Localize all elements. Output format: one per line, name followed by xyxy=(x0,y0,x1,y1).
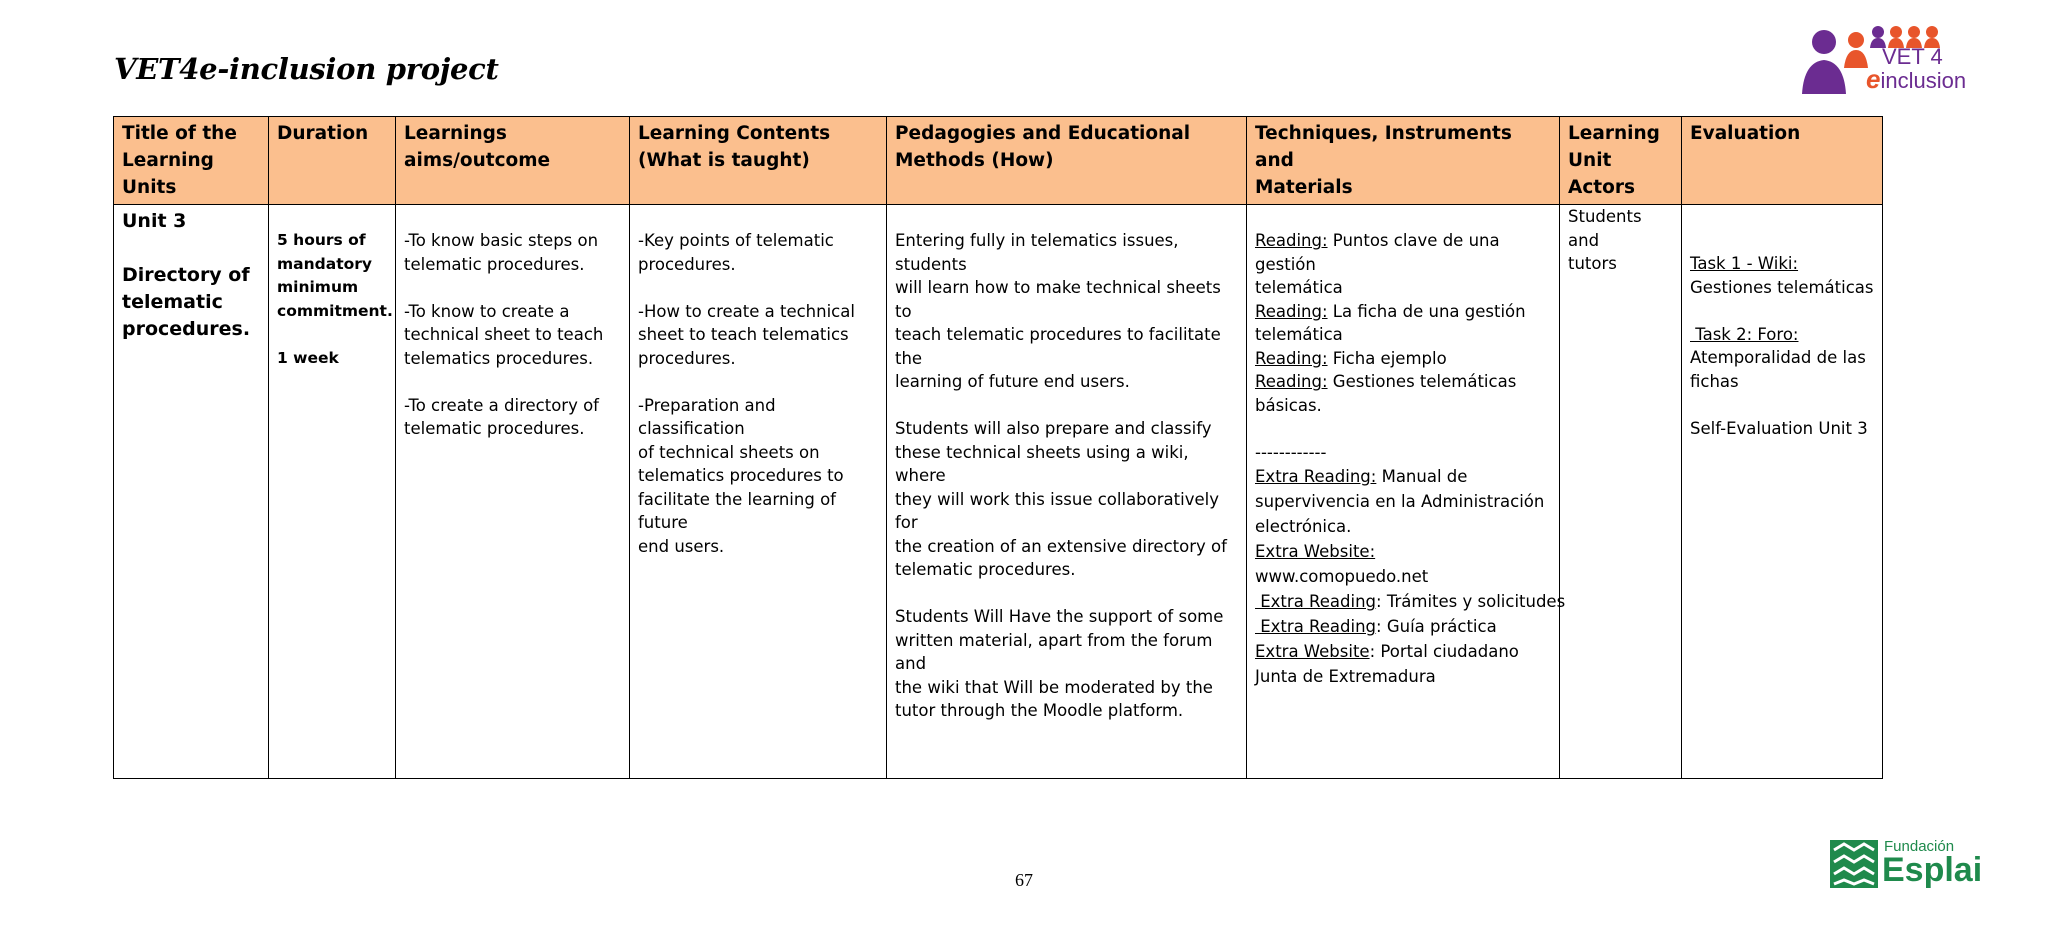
cell-pedagogies: Entering fully in telematics issues, students will learn how to make technical sheets to teach telematic procedures to facilitate the learning of future end users. Students will also prepare and classify these technical sheets using a wiki, where they will work this issue collaboratively for the creation of an extensive directory of telematic procedures. Students Will Have the support of some written material, apart from the forum and the wiki that Will be moderated by the tutor through the Moodle platform. xyxy=(887,205,1247,779)
logo-esplai-text: Esplai xyxy=(1882,851,1983,889)
vet4-inclusion-logo xyxy=(1800,24,1967,96)
extra-reading-link: Extra Reading xyxy=(1255,592,1377,611)
reading-link: Reading: xyxy=(1255,348,1328,368)
header-aims: Learnings aims/outcome xyxy=(396,117,630,205)
page-number: 67 xyxy=(1015,870,1033,890)
table-row xyxy=(114,205,1883,779)
header-evaluation: Evaluation xyxy=(1682,117,1883,205)
reading-link: Reading: xyxy=(1255,301,1328,321)
cell-actors: Students and tutors xyxy=(1560,205,1682,779)
logo-inclusion-text: einclusion xyxy=(1866,64,1967,94)
cell-unit-title: Unit 3 Directory of telematic procedures. xyxy=(114,205,269,779)
learning-units-table xyxy=(113,116,1883,779)
logo-vet4-text: VET 4 xyxy=(1882,44,1943,69)
extra-reading-link: Extra Reading xyxy=(1255,617,1377,636)
header-contents: Learning Contents (What is taught) xyxy=(630,117,887,205)
extra-website-link: Extra Website: xyxy=(1255,542,1376,561)
cell-contents: -Key points of telematic procedures. -How to create a technical sheet to teach telematics procedures. -Preparation and classification of technical sheets on telematics procedures to facilitate the learning of future end users. xyxy=(630,205,887,779)
document-title: VET4e-inclusion project xyxy=(114,52,499,86)
self-evaluation: Self-Evaluation Unit 3 xyxy=(1690,418,1868,438)
cell-evaluation: Task 1 - Wiki: Gestiones telemáticas Task 2: Foro: Atemporalidad de las fichas Self-Evaluation Unit 3 xyxy=(1682,205,1883,779)
header-title: Title of the Learning Units xyxy=(114,117,269,205)
cell-techniques: Reading: Puntos clave de una gestión telemática Reading: La ficha de una gestión telemática Reading: Ficha ejemplo Reading: Gestiones telemáticas básicas. ------------ Extra Reading: Manual de supervivencia en la Administración electrónica. Extra Website: www.comopuedo.net Extra Reading: Trámites y solicitudes Extra Reading: Guía práctica Extra Website: Portal ciudadano Junta de Extremadura xyxy=(1247,205,1560,779)
cell-aims: -To know basic steps on telematic procedures. -To know to create a technical sheet to teach telematics procedures. -To create a directory of telematic procedures. xyxy=(396,205,630,779)
fundacion-esplai-logo xyxy=(1830,838,1983,890)
reading-link: Reading: xyxy=(1255,231,1328,250)
header-pedagogies: Pedagogies and Educational Methods (How) xyxy=(887,117,1247,205)
task1-label: Task 1 - Wiki: xyxy=(1690,254,1799,273)
header-actors: Learning Unit Actors xyxy=(1560,117,1682,205)
header-duration: Duration xyxy=(269,117,396,205)
esplai-pattern-icon xyxy=(1830,840,1878,888)
table-header-row xyxy=(114,117,1883,205)
task2-label: Task 2: Foro: xyxy=(1690,324,1799,344)
extra-reading-link: Extra Reading: xyxy=(1255,467,1377,486)
logo-fundacion-text: Fundación xyxy=(1884,838,1955,855)
separator-line: ------------ xyxy=(1255,442,1327,462)
reading-link: Reading: xyxy=(1255,372,1328,391)
header-techniques: Techniques, Instruments and Materials xyxy=(1247,117,1560,205)
cell-duration: 5 hours of mandatory minimum commitment. 1 week xyxy=(269,205,396,779)
extra-website-link: Extra Website xyxy=(1255,642,1370,661)
